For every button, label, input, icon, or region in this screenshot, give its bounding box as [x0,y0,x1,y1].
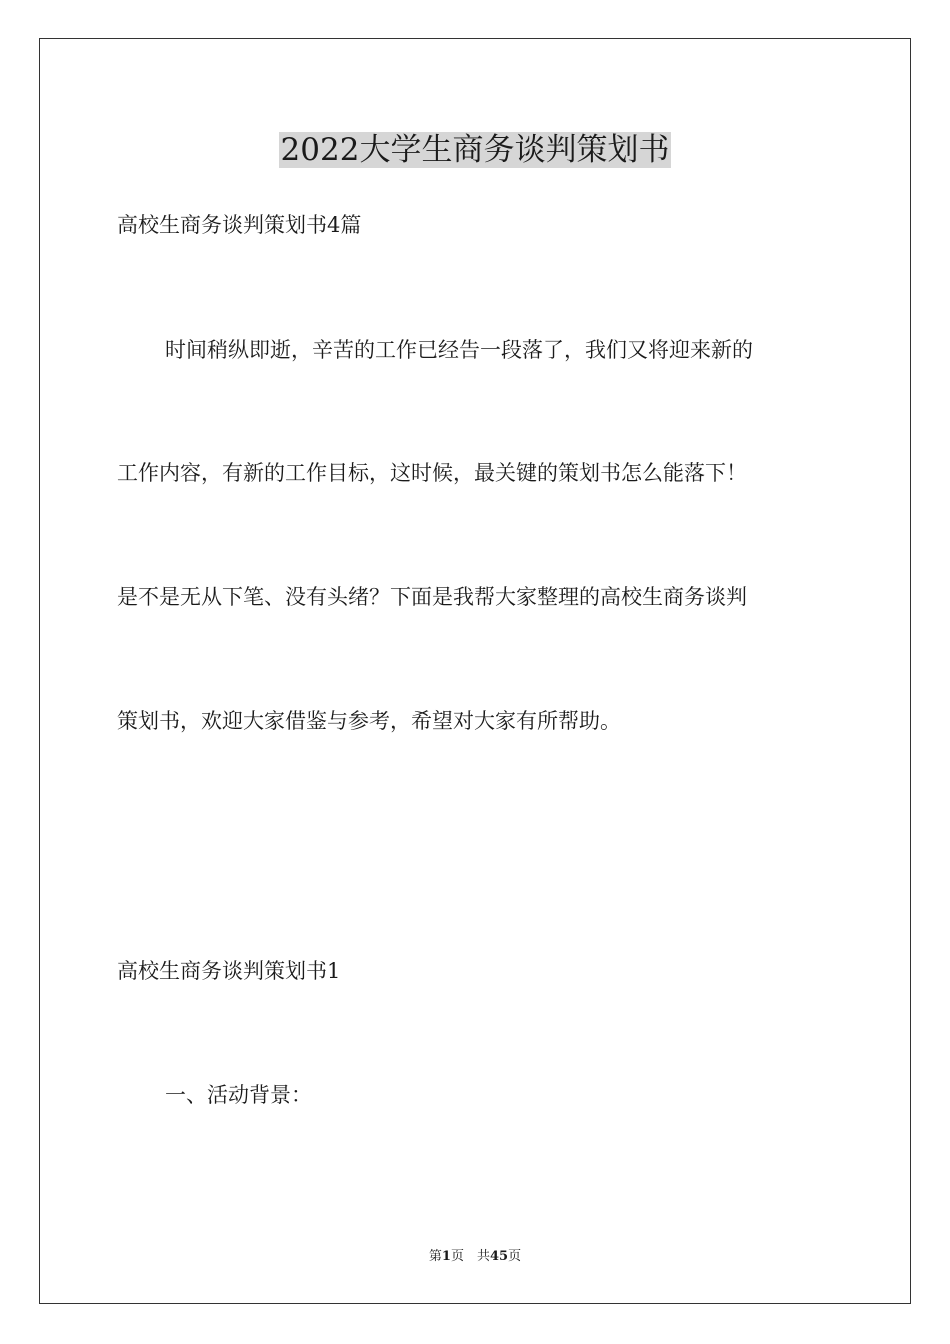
subsection-heading: 一、活动背景： [165,1083,312,1107]
intro-line-1: 时间稍纵即逝，辛苦的工作已经告一段落了，我们又将迎来新的 [165,338,753,362]
footer-page-mid: 页 共 [450,1249,490,1264]
intro-line-3: 是不是无从下笔、没有头绪？下面是我帮大家整理的高校生商务谈判 [117,585,747,609]
document-subtitle: 高校生商务谈判策划书4篇 [117,213,362,237]
intro-line-4: 策划书，欢迎大家借鉴与参考，希望对大家有所帮助。 [117,709,621,733]
footer-page-number: 1 [441,1249,451,1264]
footer-total-pages: 45 [489,1249,509,1264]
section-heading: 高校生商务谈判策划书1 [117,959,341,983]
intro-line-2: 工作内容，有新的工作目标，这时候，最关键的策划书怎么能落下！ [117,461,747,485]
document-title-text: 2022大学生商务谈判策划书 [280,132,670,168]
document-title [0,128,950,172]
page-footer [0,1248,950,1266]
footer-page-suffix: 页 [508,1249,522,1264]
footer-page-prefix: 第 [428,1249,442,1264]
